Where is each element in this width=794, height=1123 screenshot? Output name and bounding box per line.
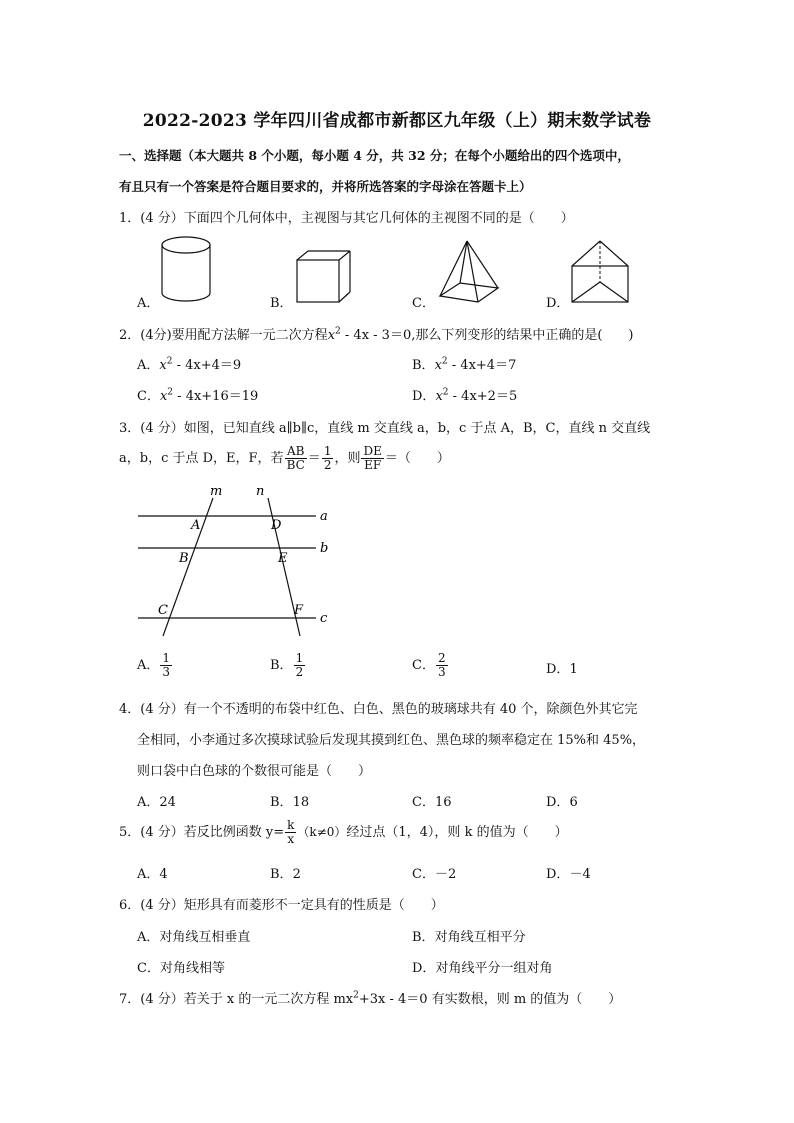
page-title: 2022-2023 学年四川省成都市新都区九年级（上）期末数学试卷 [142, 111, 652, 131]
question-7-text: 7．(4 分）若关于 x 的一元二次方程 $mx^2+3x - 4=0$ 有实数根，则 m 的值为（ ） [119, 990, 622, 1007]
label-point-b: B [179, 551, 189, 566]
triangular-prism-icon [568, 238, 632, 306]
q3-option-b: B． $\frac{1}{2}$ [270, 651, 304, 679]
label-c: c [320, 611, 328, 626]
q3-option-c: C． $\frac{2}{3}$ [412, 651, 446, 679]
q5-option-c: C．－2 [412, 867, 457, 882]
fraction-k-x: $\frac{k}{x}$ [287, 818, 295, 846]
pyramid-icon [436, 238, 502, 306]
question-6-text: 6．(4 分）矩形具有而菱形不一定具有的性质是（ ） [119, 898, 444, 913]
q2-option-d: D．$x^2 - 4x+2=5$ [412, 387, 518, 404]
q6-option-c: C．对角线相等 [137, 961, 225, 976]
q6-option-b: B．对角线互相平分 [412, 930, 526, 945]
q1-option-a-letter: A． [137, 296, 160, 311]
label-m: m [210, 484, 223, 499]
question-1-text: 1．(4 分）下面四个几何体中，主视图与其它几何体的主视图不同的是（ ） [119, 211, 574, 226]
q4-option-a: A．24 [137, 795, 176, 810]
q4-option-d: D．6 [546, 795, 578, 810]
q3-option-a: A． $\frac{1}{3}$ [137, 651, 171, 679]
label-point-f: F [294, 603, 304, 618]
q3-option-d: D．1 [546, 662, 578, 677]
question-3-line1: 3．(4 分）如图，已知直线 a∥b∥c，直线 m 交直线 a，b，c 于点 A，B，C，直线 n 交直线 [119, 421, 651, 436]
question-4-line1: 4．(4 分）有一个不透明的布袋中红色、白色、黑色的玻璃球共有 40 个，除颜色外其它完 [119, 702, 638, 717]
question-4-line2: 全相同，小李通过多次摸球试验后发现其摸到红色、黑色球的频率稳定在 15%和 45%， [137, 733, 646, 748]
question-4-line3: 则口袋中白色球的个数很可能是（ ） [137, 764, 372, 779]
section-heading-line1: 一、选择题（本大题共 8 个小题，每小题 4 分，共 32 分；在每个小题给出的四个选项中， [119, 148, 630, 163]
label-n: n [256, 484, 265, 499]
q5-option-a: A．4 [137, 867, 168, 882]
question-5-text: 5．(4 分）若反比例函数 y= $\frac{k}{x}$ （k≠0）经过点（1，4），则 k 的值为（ ） [119, 818, 568, 846]
parallel-lines-figure [130, 482, 340, 640]
q1-option-c-letter: C． [412, 296, 435, 311]
label-point-d: D [271, 518, 282, 533]
fraction-ab-bc: $\frac{AB}{BC}$ [286, 444, 305, 472]
q2-option-b: B．$x^2 - 4x+4=7$ [412, 356, 517, 373]
q1-option-d-letter: D． [546, 296, 570, 311]
fraction-de-ef: $\frac{DE}{EF}$ [363, 444, 382, 472]
question-3-line2: a，b，c 于点 D，E，F，若 $\frac{AB}{BC}$ ＝ $\frac{1}{2}$ ，则 $\frac{DE}{EF}$ ＝（ ） [119, 444, 450, 472]
label-point-a: A [191, 518, 201, 533]
label-point-c: C [158, 603, 168, 618]
cube-icon [294, 248, 352, 306]
section-heading-line2: 有且只有一个答案是符合题目要求的，并将所选答案的字母涂在答题卡上） [119, 179, 532, 194]
label-b: b [320, 541, 329, 556]
q4-option-b: B．18 [270, 795, 310, 810]
cylinder-icon [158, 234, 214, 306]
q5-option-b: B．2 [270, 867, 301, 882]
q4-option-c: C．16 [412, 795, 452, 810]
q6-option-d: D．对角线平分一组对角 [412, 961, 553, 976]
line-m [163, 498, 213, 636]
question-2-text: 2．(4分)要用配方法解一元二次方程$x^2 - 4x - 3=0$,那么下列变形的结果中正确的是( ) [119, 326, 634, 343]
q2-option-c: C．$x^2 - 4x+16=19$ [137, 387, 259, 404]
q2-option-a: A．$x^2 - 4x+4=9$ [137, 356, 242, 373]
label-point-e: E [278, 551, 288, 566]
fraction-one-half: $\frac{1}{2}$ [323, 444, 332, 472]
label-a: a [320, 509, 328, 524]
q6-option-a: A．对角线互相垂直 [137, 930, 251, 945]
q5-option-d: D．－4 [546, 867, 591, 882]
q1-option-b-letter: B． [270, 296, 293, 311]
